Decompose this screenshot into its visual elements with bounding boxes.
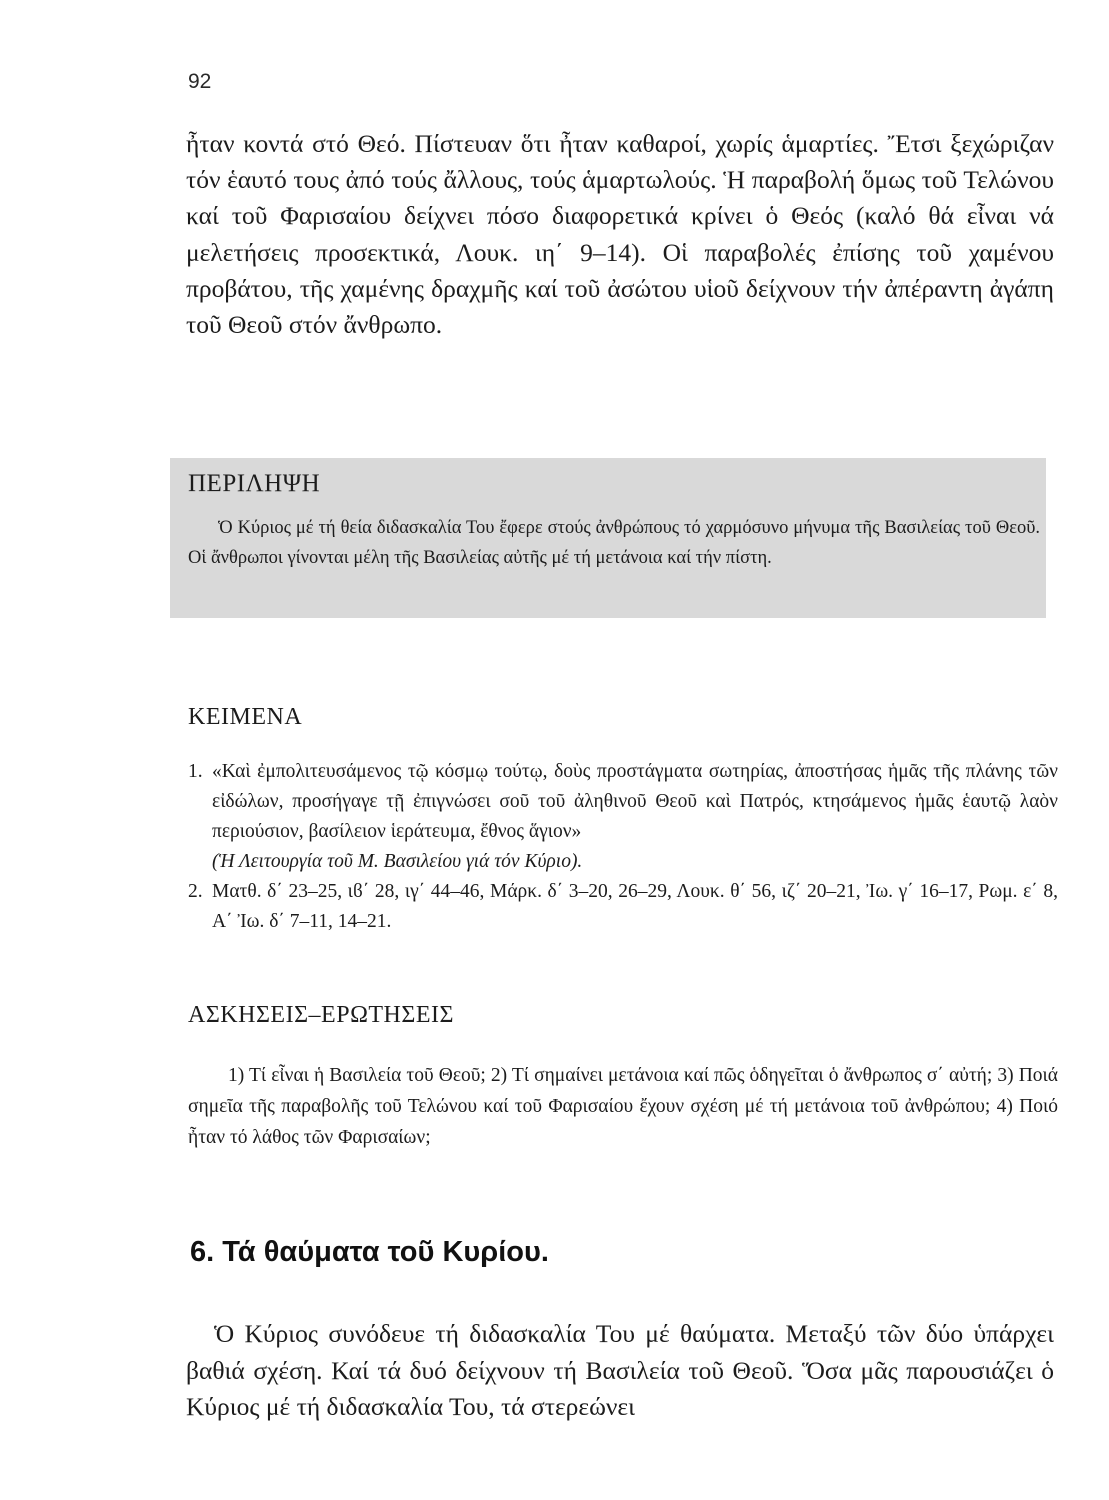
chapter-title: 6. Τά θαύματα τοῦ Κυρίου. <box>190 1236 549 1268</box>
intro-paragraph <box>186 126 1054 343</box>
chapter-text: Ὁ Κύριος συνόδευε τή διδασκαλία Του μέ θαύματα. Μεταξύ τῶν δύο ὑπάρχει βαθιά σχέση. Καί τά δυό δείχνουν τή Βασιλεία τοῦ Θεοῦ. Ὅσα μᾶς παρουσιάζει ὁ Κύριος μέ τή διδασκαλία Του, τά στερεώνει <box>186 1319 1054 1421</box>
list-item-number: 1. <box>188 761 203 782</box>
texts-title: ΚΕΙΜΕΝΑ <box>188 704 303 730</box>
summary-title: ΠΕΡΙΛΗΨΗ <box>188 470 321 497</box>
list-item <box>188 877 1058 937</box>
questions-title: ΑΣΚΗΣΕΙΣ–ΕΡΩΤΗΣΕΙΣ <box>188 1002 454 1028</box>
questions-body <box>188 1060 1058 1153</box>
list-item-number: 2. <box>188 881 203 902</box>
summary-text: Ὁ Κύριος μέ τή θεία διδασκαλία Του ἔφερε στούς ἀνθρώπους τό χαρμόσυνο μήνυμα τῆς Βασιλείας τοῦ Θεοῦ. Οἱ ἄνθρωποι γίνονται μέλη τῆς Βασιλείας αὐτῆς μέ τή μετάνοια καί τήν πίστη. <box>188 518 1040 568</box>
page-number: 92 <box>188 70 212 93</box>
list-item <box>188 757 1058 877</box>
texts-list <box>188 757 1058 937</box>
list-item-source: (Ἡ Λειτουργία τοῦ Μ. Βασιλείου γιά τόν Κύριο). <box>212 851 583 872</box>
chapter-body <box>186 1316 1054 1426</box>
summary-body <box>188 513 1040 573</box>
intro-text: ἦταν κοντά στό Θεό. Πίστευαν ὅτι ἦταν καθαροί, χωρίς ἁμαρτίες. Ἔτσι ξεχώριζαν τόν ἑαυτό τους ἀπό τούς ἄλλους, τούς ἁμαρτωλούς. Ἡ παραβολή ὅμως τοῦ Τελώνου καί τοῦ Φαρισαίου δείχνει πόσο διαφορετικά κρίνει ὁ Θεός (καλό θά εἶναι νά μελετήσεις προσεκτικά, Λουκ. ιη΄ 9–14). Οἱ παραβολές ἐπίσης τοῦ χαμένου προβάτου, τῆς χαμένης δραχμῆς καί τοῦ ἀσώτου υἱοῦ δείχνουν τήν ἀπέραντη ἀγάπη τοῦ Θεοῦ στόν ἄνθρωπο. <box>186 129 1054 340</box>
list-item-body <box>212 757 1058 877</box>
questions-text: 1) Τί εἶναι ἡ Βασιλεία τοῦ Θεοῦ; 2) Τί σημαίνει μετάνοια καί πῶς ὁδηγεῖται ὁ ἄνθρωπος σ΄ αὐτή; 3) Ποιά σημεῖα τῆς παραβολῆς τοῦ Τελώνου καί τοῦ Φαρισαίου ἔχουν σχέση μέ τή μετάνοια τοῦ ἀνθρώπου; 4) Ποιό ἦταν τό λάθος τῶν Φαρισαίων; <box>188 1065 1058 1148</box>
list-item-text: Ματθ. δ΄ 23–25, ιϐ΄ 28, ιγ΄ 44–46, Μάρκ. δ΄ 3–20, 26–29, Λουκ. θ΄ 56, ιζ΄ 20–21, Ἰω. γ΄ 16–17, Ρωμ. ε΄ 8, Α΄ Ἰω. δ΄ 7–11, 14–21. <box>212 881 1058 932</box>
list-item-text: «Καὶ ἐμπολιτευσάμενος τῷ κόσμῳ τούτῳ, δοὺς προστάγματα σωτηρίας, ἀποστήσας ἡμᾶς τῆς πλάνης τῶν εἰδώλων, προσήγαγε τῇ ἐπιγνώσει σοῦ τοῦ ἀληθινοῦ Θεοῦ καὶ Πατρός, κτησάμενος ἡμᾶς ἑαυτῷ λαὸν περιούσιον, βασίλειον ἱεράτευμα, ἔθνος ἅγιον» <box>212 761 1058 842</box>
